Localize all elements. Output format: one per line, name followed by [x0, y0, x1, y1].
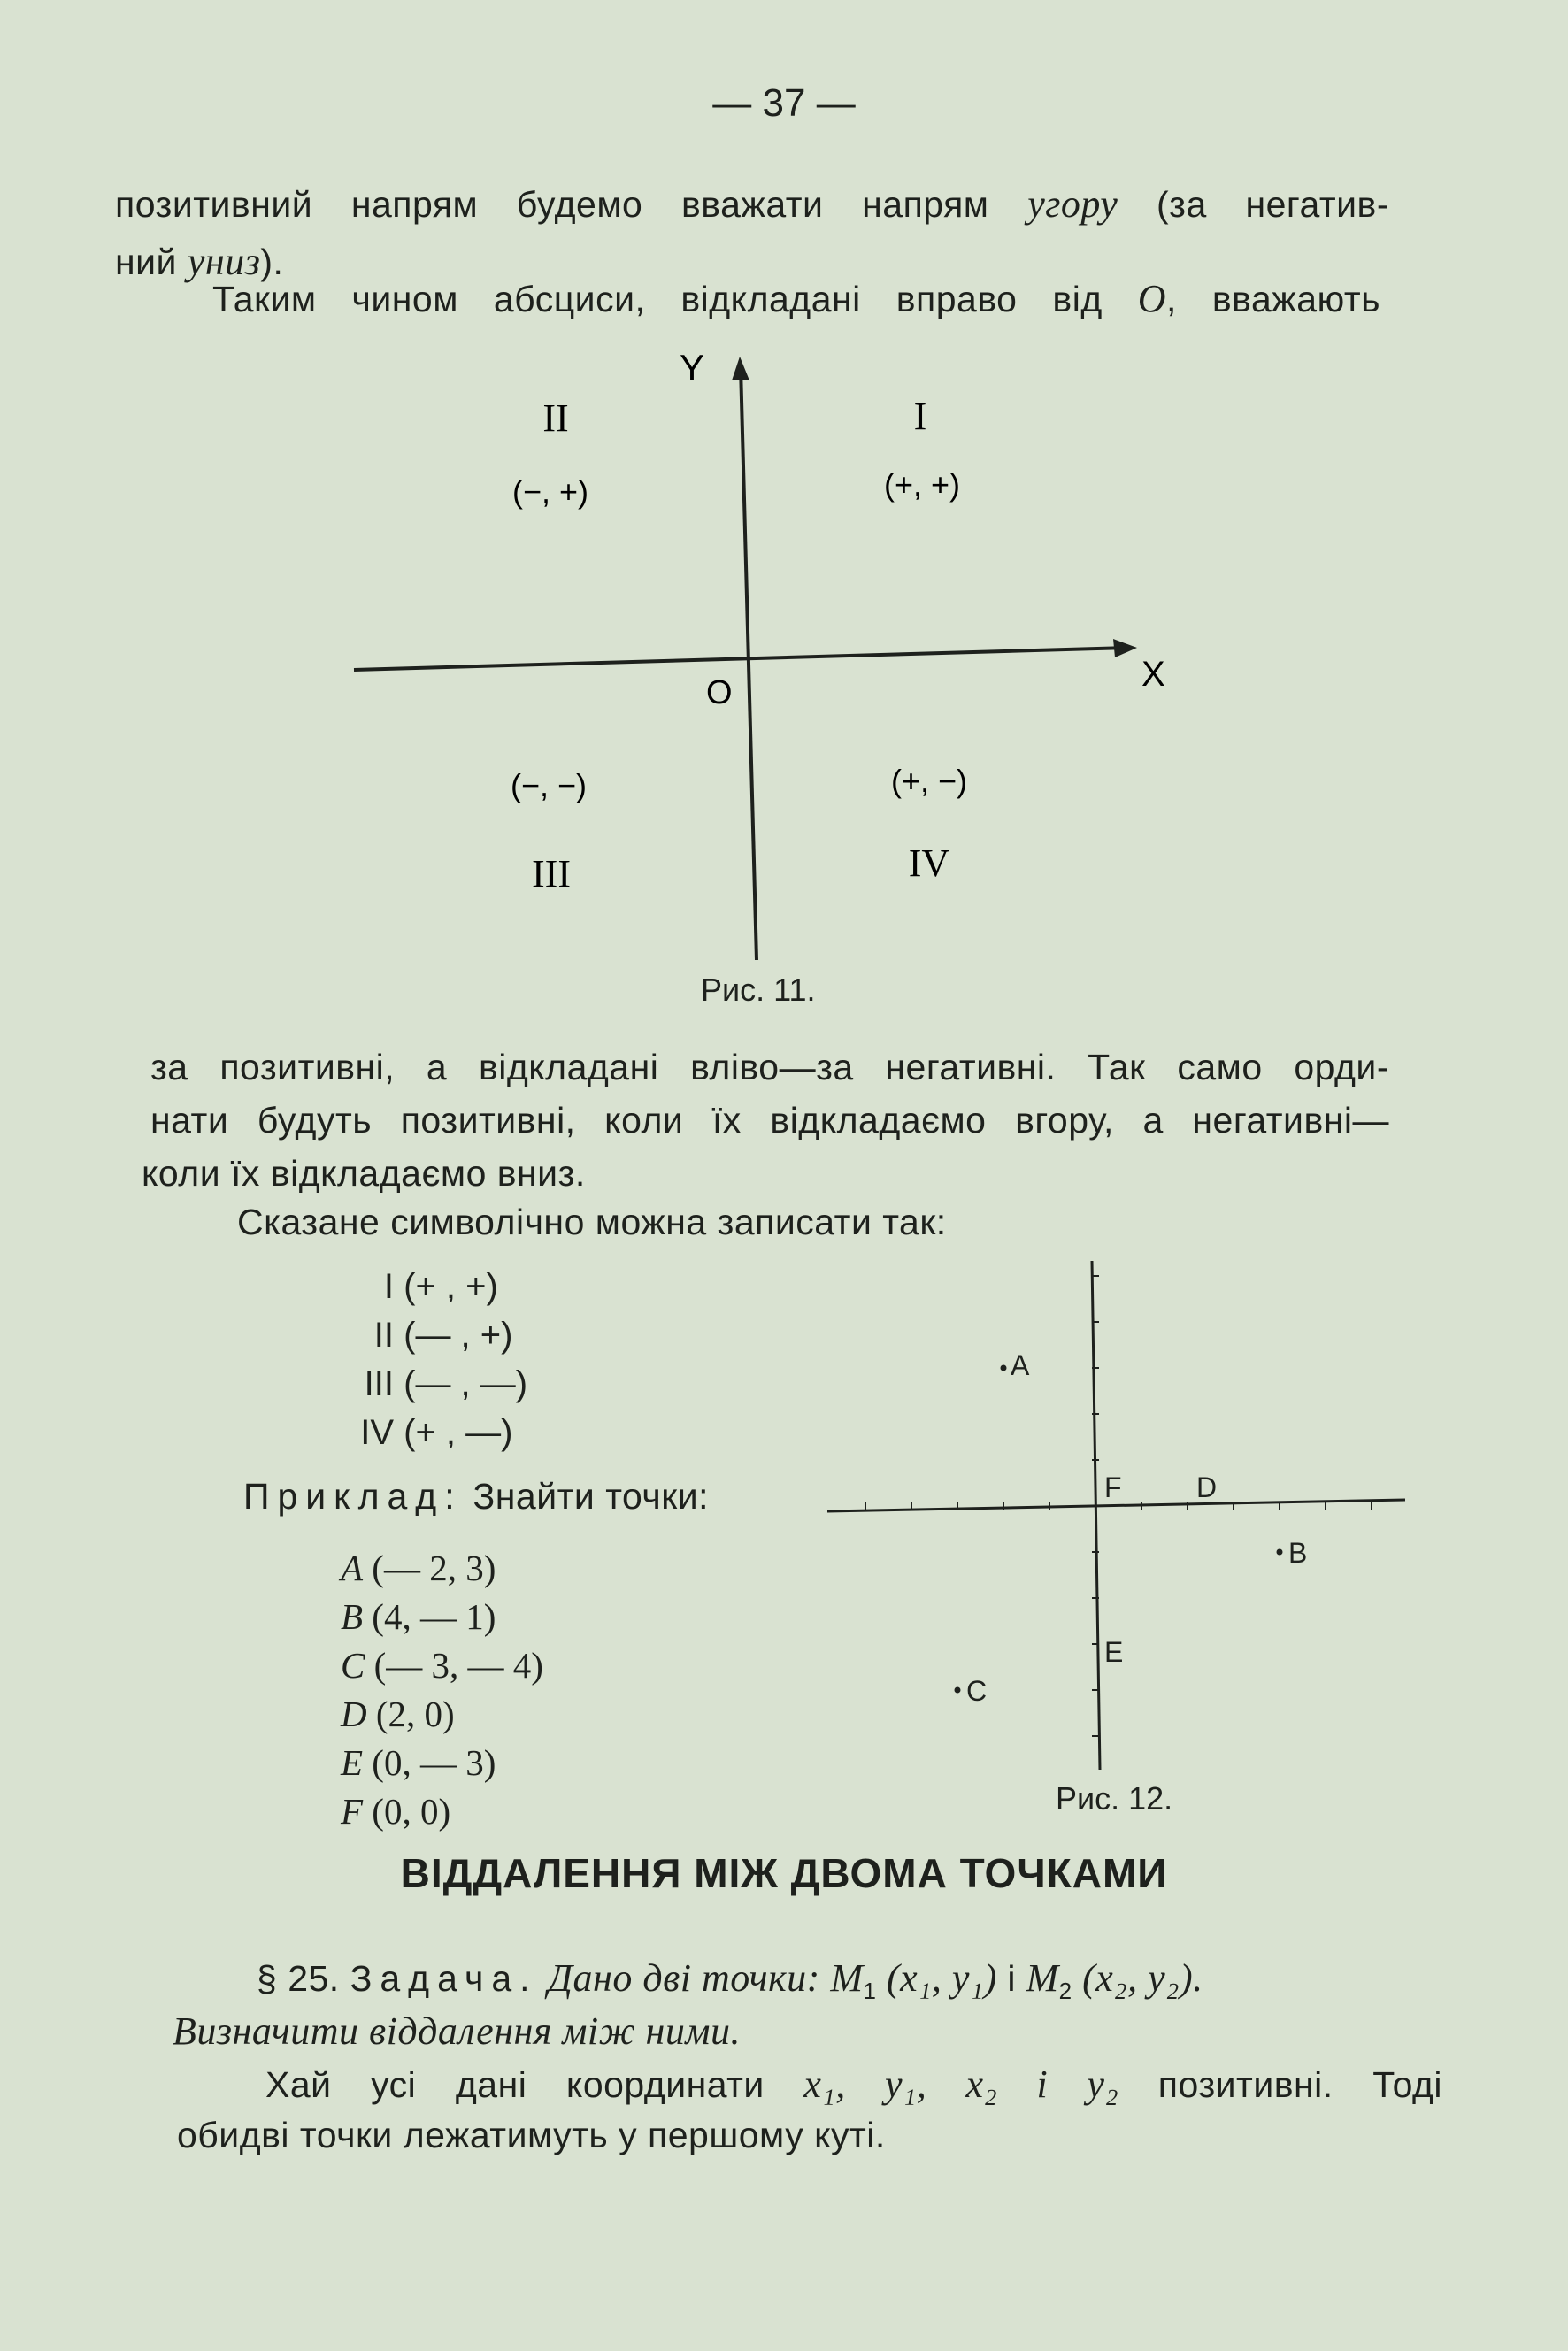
point-e-label: E — [1104, 1636, 1124, 1668]
symbol-row — [358, 1364, 527, 1404]
text-run: позитивні. Тоді — [1118, 2064, 1443, 2105]
task-line-2 — [173, 2009, 741, 2054]
point-coords: (2, 0) — [375, 1694, 455, 1734]
x-axis-label: X — [1141, 655, 1165, 694]
x-axis-arrow — [1113, 639, 1137, 657]
figure-11-quadrants — [345, 341, 1230, 978]
point-b-label: B — [1288, 1537, 1308, 1569]
point-m2: M — [1016, 1956, 1059, 2000]
example-text: Знайти точки: — [462, 1476, 710, 1517]
task-text: Дано дві точки: — [537, 1956, 831, 2000]
example-line — [243, 1476, 709, 1517]
italic-term: O — [1137, 277, 1167, 320]
symbol-row — [358, 1316, 512, 1356]
point-name: E — [341, 1742, 364, 1783]
quadrant-2-numeral: II — [542, 396, 569, 440]
point-m1: M — [830, 1956, 864, 2000]
symbol-numeral: III — [364, 1364, 394, 1403]
symbol-signs: (— , +) — [404, 1316, 513, 1355]
point-coords: (0, 0) — [372, 1791, 451, 1832]
point-f-label: F — [1104, 1471, 1122, 1503]
point-c-dot — [955, 1687, 961, 1694]
point-b-dot — [1277, 1549, 1283, 1556]
point-name: A — [341, 1548, 364, 1588]
point-entry — [341, 1595, 496, 1638]
point-name: C — [341, 1645, 365, 1686]
page-number: — 37 — — [712, 81, 856, 125]
point-coords: (4, — 1) — [372, 1596, 496, 1637]
point-d-label: D — [1196, 1471, 1218, 1503]
quadrant-2-signs: (−, +) — [511, 473, 589, 510]
text-run: (за негатив- — [1118, 184, 1389, 225]
symbol-signs: (— , —) — [404, 1364, 528, 1403]
point-a-label: A — [1011, 1349, 1030, 1381]
coords-m2: (x₂, y₂). — [1072, 1956, 1203, 2000]
symbol-numeral: I — [383, 1267, 394, 1306]
task-text: Визначити віддалення між ними. — [173, 2009, 741, 2053]
task-label: Задача. — [350, 1958, 538, 1999]
point-name: F — [341, 1791, 364, 1832]
section-heading: ВІДДАЛЕННЯ МІЖ ДВОМА ТОЧКАМИ — [400, 1850, 1168, 1896]
quadrant-3-signs: (−, −) — [510, 767, 588, 803]
coords-m1: (x₁, y₁) — [876, 1956, 1008, 2000]
y-axis — [1092, 1261, 1100, 1770]
text-run: позитивний напрям будемо вважати напрям — [115, 184, 1028, 225]
point-entry — [341, 1693, 455, 1735]
paragraph-1-line-1 — [115, 181, 1389, 227]
paragraph-2-line-4: Сказане символічно можна записати так: — [237, 1202, 947, 1242]
symbol-numeral: IV — [360, 1413, 394, 1452]
symbol-row — [358, 1267, 498, 1307]
italic-term: униз — [187, 240, 261, 283]
italic-term: угору — [1027, 182, 1118, 226]
point-a-dot — [1001, 1365, 1007, 1371]
point-c-label: C — [966, 1675, 988, 1707]
y-axis — [741, 367, 757, 960]
point-entry — [341, 1547, 496, 1589]
point-entry — [341, 1741, 496, 1784]
point-entry — [341, 1644, 543, 1686]
figure-12-points — [814, 1248, 1416, 1779]
origin-label: O — [706, 674, 733, 711]
subscript: 2 — [1058, 1978, 1072, 2005]
paragraph-3-line-2: обидві точки лежатимуть у першому куті. — [177, 2115, 886, 2155]
text-run: , вважають — [1166, 279, 1381, 319]
point-name: B — [341, 1596, 364, 1637]
symbol-signs: (+ , —) — [404, 1413, 513, 1452]
text-run: ний — [115, 242, 188, 282]
paragraph-1-line-3 — [212, 276, 1380, 321]
quadrant-1-numeral: I — [913, 395, 927, 438]
paragraph-2-line-1: за позитивні, а відкладані вліво—за негативні. Так само орди- — [150, 1047, 1389, 1087]
point-coords: (0, — 3) — [372, 1742, 496, 1783]
point-entry — [341, 1790, 450, 1832]
text-run: Таким чином абсциси, відкладані вправо від — [212, 279, 1138, 319]
text-run: Хай усі дані координати — [265, 2064, 804, 2105]
section-number: § 25. — [257, 1958, 350, 1999]
figure-11-caption: Рис. 11. — [701, 972, 816, 1008]
point-coords: (— 3, — 4) — [373, 1645, 543, 1686]
subscript: 1 — [863, 1978, 877, 2005]
paragraph-3-line-1 — [265, 2062, 1442, 2107]
quadrant-1-signs: (+, +) — [883, 466, 961, 503]
symbol-row — [358, 1413, 512, 1453]
symbol-numeral: II — [373, 1316, 394, 1355]
quadrant-4-signs: (+, −) — [890, 763, 968, 799]
conjunction: і — [1007, 1958, 1017, 1999]
paragraph-2-line-3: коли їх відкладаємо вниз. — [142, 1153, 586, 1194]
y-axis-arrow — [732, 357, 749, 380]
point-name: D — [341, 1694, 367, 1734]
point-coords: (— 2, 3) — [372, 1548, 496, 1588]
paragraph-2-line-2: нати будуть позитивні, коли їх відкладаємо вгору, а негативні— — [150, 1100, 1389, 1141]
quadrant-3-numeral: III — [532, 852, 571, 895]
x-axis — [354, 648, 1128, 670]
task-line-1 — [257, 1955, 1398, 2005]
figure-12-caption: Рис. 12. — [1056, 1780, 1173, 1817]
italic-vars: x₁, y₁, x₂ і y₂ — [803, 2063, 1119, 2106]
example-label: Приклад: — [243, 1476, 463, 1517]
symbol-signs: (+ , +) — [404, 1267, 498, 1306]
y-axis-label: Y — [680, 347, 705, 388]
text-run: ). — [260, 242, 284, 282]
quadrant-4-numeral: IV — [908, 841, 950, 885]
